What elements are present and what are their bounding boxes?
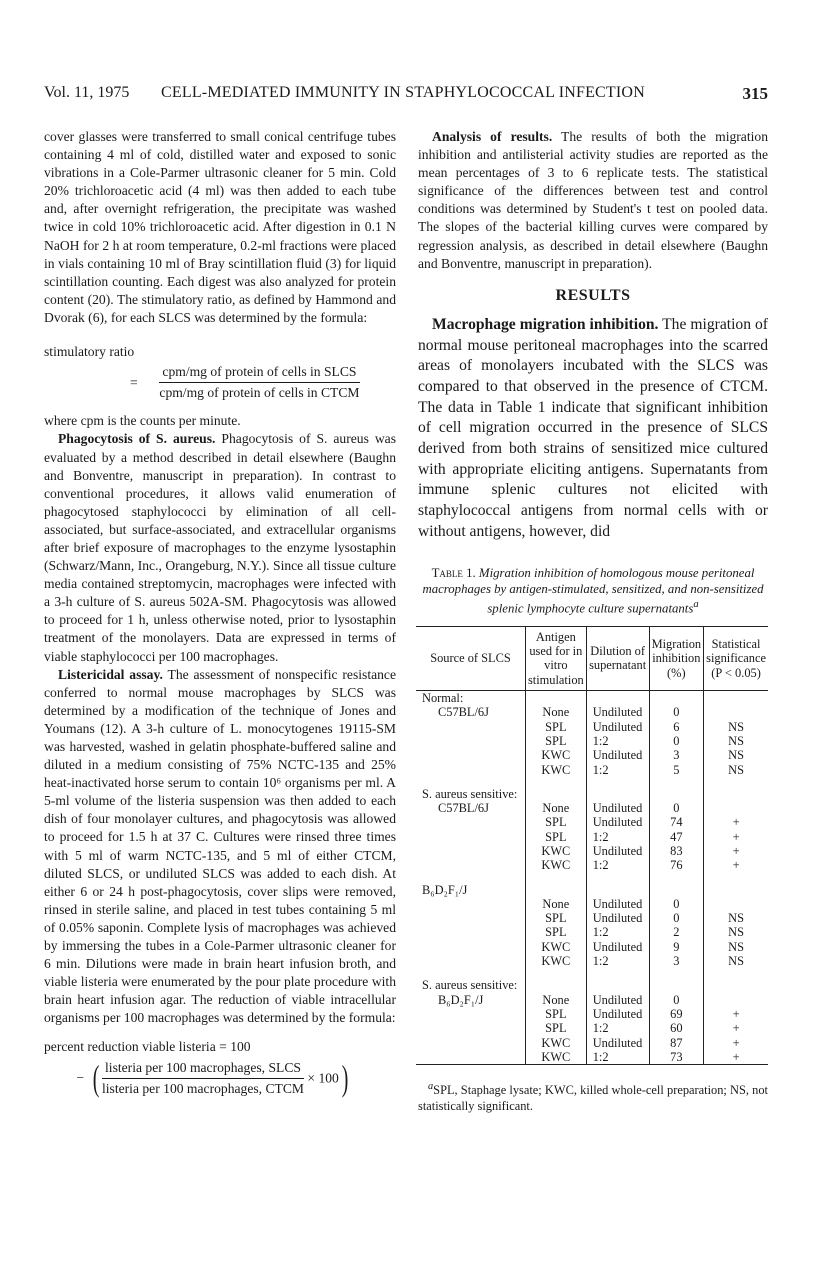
row-dilution: Undiluted	[586, 748, 649, 762]
right-column	[418, 128, 768, 1114]
table-cell	[586, 691, 649, 706]
table-spacer-cell	[586, 777, 649, 787]
cpm-definition: where cpm is the counts per minute.	[44, 413, 241, 429]
row-significance: +	[732, 1021, 740, 1036]
table-label: Table 1.	[431, 565, 476, 580]
table-group-header	[416, 691, 768, 706]
row-inhibition: 0	[649, 911, 704, 925]
analysis-text: The results of both the migration inhibition and antilisterial activity studies are reported as the mean percentages of 3 to 6 replicate tests. The statistical significance of the differences between test and control conditions was determined by Student's t test on pooled data. The slopes of the bacterial killing curves were compared by regression analysis, as described in detail elsewhere (Baughn and Bonventre, manuscript in preparation).	[418, 129, 768, 271]
row-strain	[416, 763, 525, 777]
table-cell	[525, 883, 586, 897]
listeria-denominator: listeria per 100 macrophages, CTCM	[102, 1080, 304, 1096]
row-antigen: None	[525, 705, 586, 719]
row-inhibition: 87	[649, 1036, 704, 1050]
row-dilution: Undiluted	[586, 1007, 649, 1021]
row-significance: NS	[728, 911, 744, 926]
row-inhibition: 2	[649, 925, 704, 939]
table-row	[416, 748, 768, 762]
row-inhibition: 0	[649, 705, 704, 719]
times-100: × 100	[307, 1070, 339, 1086]
listeria-fraction	[102, 1059, 304, 1098]
row-inhibition: 3	[649, 748, 704, 762]
table-spacer-cell	[525, 873, 586, 883]
table-cell	[704, 883, 768, 897]
row-antigen: KWC	[525, 940, 586, 954]
row-dilution: Undiluted	[586, 705, 649, 719]
table-row	[416, 911, 768, 925]
left-paren: (	[92, 1058, 100, 1099]
results-heading: RESULTS	[555, 286, 631, 304]
footnote-mark: a	[428, 1081, 434, 1093]
phagocytosis-heading: Phagocytosis of S. aureus.	[58, 431, 216, 447]
table-cell	[649, 787, 704, 801]
header-source: Source of SLCS	[416, 626, 525, 690]
listeria-numerator: listeria per 100 macrophages, SLCS	[102, 1059, 304, 1079]
row-inhibition: 3	[649, 954, 704, 968]
migration-paragraph	[418, 315, 768, 543]
table-row	[416, 940, 768, 954]
table-spacer-cell	[704, 873, 768, 883]
row-inhibition: 9	[649, 940, 704, 954]
row-dilution: Undiluted	[586, 897, 649, 911]
table-row	[416, 830, 768, 844]
table-header-row	[416, 626, 768, 690]
table-body	[416, 691, 768, 1065]
row-inhibition: 6	[649, 720, 704, 734]
running-title: CELL-MEDIATED IMMUNITY IN STAPHYLOCOCCAL INFECTION	[161, 84, 645, 101]
table-cell	[525, 691, 586, 706]
row-dilution: Undiluted	[586, 993, 649, 1007]
table-footnote	[418, 1079, 768, 1114]
analysis-heading: Analysis of results.	[432, 129, 553, 144]
table-spacer-cell	[649, 777, 704, 787]
row-dilution: Undiluted	[586, 844, 649, 858]
row-dilution: 1:2	[586, 1050, 649, 1065]
group-label: Normal:	[416, 691, 525, 706]
row-significance	[704, 897, 768, 911]
row-antigen: SPL	[525, 720, 586, 734]
row-significance: +	[732, 1006, 740, 1021]
row-antigen: SPL	[525, 1007, 586, 1021]
row-significance	[704, 801, 768, 815]
row-strain: C57BL/6J	[416, 705, 525, 719]
row-antigen: KWC	[525, 858, 586, 872]
row-antigen: SPL	[525, 734, 586, 748]
table-spacer-cell	[525, 777, 586, 787]
stimulatory-ratio-fraction	[159, 363, 359, 402]
row-strain	[416, 815, 525, 829]
table-row	[416, 844, 768, 858]
table-group-header	[416, 883, 768, 897]
row-strain	[416, 830, 525, 844]
header-significance: Statistical significance (P < 0.05)	[704, 626, 768, 690]
header-migration: Migration inhibition (%)	[649, 626, 704, 690]
row-antigen: KWC	[525, 1050, 586, 1065]
row-antigen: SPL	[525, 925, 586, 939]
table-cell	[649, 691, 704, 706]
row-antigen: KWC	[525, 1036, 586, 1050]
row-dilution: Undiluted	[586, 720, 649, 734]
row-significance: +	[732, 844, 740, 858]
row-strain	[416, 844, 525, 858]
table-spacer-cell	[586, 873, 649, 883]
row-strain	[416, 911, 525, 925]
row-inhibition: 60	[649, 1021, 704, 1035]
row-significance: +	[732, 1035, 740, 1050]
table-cell	[525, 787, 586, 801]
row-strain	[416, 734, 525, 748]
table-row	[416, 1036, 768, 1050]
row-significance: +	[732, 815, 740, 830]
group-label: S. aureus sensitive:	[416, 978, 525, 992]
table-row	[416, 1050, 768, 1065]
row-antigen: SPL	[525, 830, 586, 844]
row-dilution: 1:2	[586, 1021, 649, 1035]
row-antigen: KWC	[525, 844, 586, 858]
row-strain	[416, 954, 525, 968]
row-inhibition: 0	[649, 734, 704, 748]
row-antigen: None	[525, 897, 586, 911]
header-dilution: Dilution of supernatant	[586, 626, 649, 690]
row-significance	[704, 705, 768, 719]
formula-numerator: cpm/mg of protein of cells in SLCS	[159, 363, 359, 383]
table-spacer-cell	[416, 777, 525, 787]
table-row	[416, 801, 768, 815]
row-strain	[416, 897, 525, 911]
row-strain	[416, 1036, 525, 1050]
table-cell	[649, 883, 704, 897]
row-inhibition: 0	[649, 993, 704, 1007]
row-significance: NS	[728, 748, 744, 763]
phagocytosis-paragraph	[44, 430, 396, 665]
table-spacer-row	[416, 968, 768, 978]
row-dilution: Undiluted	[586, 940, 649, 954]
table-spacer-row	[416, 873, 768, 883]
table-cell	[649, 978, 704, 992]
table-cell	[586, 883, 649, 897]
row-dilution: 1:2	[586, 763, 649, 777]
row-significance: NS	[728, 719, 744, 734]
row-strain: C57BL/6J	[416, 801, 525, 815]
listericidal-paragraph	[44, 666, 396, 1028]
listeria-reduction-formula	[44, 1038, 396, 1098]
table-spacer-row	[416, 777, 768, 787]
row-strain	[416, 858, 525, 872]
row-dilution: 1:2	[586, 858, 649, 872]
row-strain	[416, 720, 525, 734]
row-inhibition: 76	[649, 858, 704, 872]
table-row	[416, 1021, 768, 1035]
formula-second-line	[44, 1059, 396, 1098]
table-row	[416, 720, 768, 734]
group-label: S. aureus sensitive:	[416, 787, 525, 801]
row-dilution: 1:2	[586, 830, 649, 844]
table-spacer-cell	[586, 968, 649, 978]
listericidal-text: The assessment of nonspecific resistance conferred to normal mouse macrophages by SLCS was determined by a modification of the technique of Jones and Youmans (12). A 3-h culture of L. monocytogenes 19115-SM was harvested, washed in gelatin phosphate-buffered saline and diluted in a medium consisting of 75% NCTC-135 and 25% heat-inactivated horse serum to contain 10⁶ organisms per ml. A 5-ml volume of the listeria suspension was then added to each dish of four monolayer cultures, and phagocytosis was allowed to proceed for 1.5 h at 37 C. Cultures were rinsed three times with 5 ml of warm NCTC-135, and 5 ml of either CTCM, diluted SLCS, or undiluted SLCS was added to each dish. At either 6 or 24 h post-phagocytosis, cover slips were removed, rinsed in sterile saline, and placed in test tubes containing 5 ml of 0.05% saponin. Complete lysis of macrophages was achieved by immersing the tubes in a Cole-Parmer ultrasonic cleaner for 6 min. Dilutions were made in brain heart infusion broth, and viable listeria were enumerated by the pour plate procedure with brain heart infusion agar. The reduction of viable intracellular organisms per 100 macrophages was determined by the formula:	[44, 666, 396, 1026]
left-column	[44, 128, 396, 1098]
row-antigen: KWC	[525, 763, 586, 777]
header-antigen: Antigen used for in vitro stimulation	[525, 626, 586, 690]
table-row	[416, 858, 768, 872]
footnote-text: SPL, Staphage lysate; KWC, killed whole-cell preparation; NS, not statistically significant.	[418, 1083, 768, 1113]
table-spacer-cell	[704, 777, 768, 787]
volume-label: Vol. 11, 1975	[44, 84, 130, 101]
table-group-header	[416, 787, 768, 801]
group-label: B₆D₂F₁/J	[416, 883, 525, 897]
page-number: 315	[742, 84, 768, 103]
row-inhibition: 69	[649, 1007, 704, 1021]
row-significance: NS	[728, 762, 744, 777]
minus-sign: −	[76, 1070, 84, 1086]
row-inhibition: 0	[649, 801, 704, 815]
row-inhibition: 73	[649, 1050, 704, 1065]
right-paren: )	[341, 1058, 349, 1099]
row-strain	[416, 925, 525, 939]
table-cell	[586, 978, 649, 992]
stimulatory-ratio-formula	[130, 363, 396, 402]
analysis-paragraph	[418, 128, 768, 273]
table-row	[416, 705, 768, 719]
table-caption	[418, 565, 768, 616]
table-cell	[704, 691, 768, 706]
stimulatory-ratio-label: stimulatory ratio	[44, 344, 135, 360]
migration-heading: Macrophage migration inhibition.	[432, 315, 659, 333]
formula-denominator: cpm/mg of protein of cells in CTCM	[159, 385, 360, 401]
phagocytosis-text: Phagocytosis of S. aureus was evaluated by a method described in detail elsewhere (Baughn and Bonventre, manuscript in preparation). In contrast to conventional procedures, it allows valid enumeration of phagocytosed staphylococci by elimination of all cell-associated, but surface-associated, and extracellular organisms after brief exposure of macrophages to the enzyme lysostaphin (Schwarz/Mann, Inc., Orangeburg, N.Y.). Since all tissue culture media contained streptomycin, macrophages were infected with a 3-h culture of S. aureus 502A-SM. Phagocytosis was allowed to proceed for 1 h, unless otherwise noted, prior to lysostaphin treatment of the monolayers. Data are expressed in terms of viable staphylococci per 100 macrophages.	[44, 431, 397, 664]
row-dilution: 1:2	[586, 954, 649, 968]
table-group-header	[416, 978, 768, 992]
table-spacer-cell	[416, 968, 525, 978]
row-significance: NS	[728, 925, 744, 940]
row-significance: +	[704, 1050, 768, 1065]
row-dilution: Undiluted	[586, 911, 649, 925]
row-significance: NS	[728, 939, 744, 954]
table-spacer-cell	[704, 968, 768, 978]
row-dilution: Undiluted	[586, 1036, 649, 1050]
row-strain	[416, 1007, 525, 1021]
row-antigen: None	[525, 993, 586, 1007]
table-row	[416, 815, 768, 829]
table-row	[416, 897, 768, 911]
row-significance	[704, 993, 768, 1007]
table-spacer-cell	[649, 968, 704, 978]
row-antigen: None	[525, 801, 586, 815]
row-significance: NS	[728, 954, 744, 969]
running-header	[44, 84, 768, 108]
table-caption-text: Migration inhibition of homologous mouse peritoneal macrophages by antigen-stimulated, sensitized, and non-sensitized splenic lymphocyte culture supernatants	[422, 565, 764, 615]
migration-text: The migration of normal mouse peritoneal macrophages into the scarred areas of monolayers incubated with the SLCS was compared to that observed in the presence of CTCM. The data in Table 1 indicate that significant inhibition of cell migration occurred in the presence of SLCS derived from both strains of sensitized mice cultured with appropriate eliciting antigens. Supernatants from immune splenic cultures not elicited with staphylococcal antigens from normal cells with or without antigens, however, did	[418, 315, 768, 540]
table-row	[416, 734, 768, 748]
row-antigen: SPL	[525, 1021, 586, 1035]
row-strain	[416, 940, 525, 954]
table-row	[416, 925, 768, 939]
row-inhibition: 47	[649, 830, 704, 844]
row-significance: NS	[728, 733, 744, 748]
methods-paragraph-continued: cover glasses were transferred to small conical centrifuge tubes containing 4 ml of cold, distilled water and exposed to sonic vibrations in a Cole-Parmer ultrasonic cleaner for 5 min. Cold 20% trichloroacetic acid (4 ml) was then added to each tube and, after overnight refrigeration, the precipitate was washed twice in cold 10% trichloroacetic acid. After digestion in 0.1 N NaOH for 2 h at room temperature, 0.2-ml fractions were placed in vials containing 10 ml of Bray scintillation fluid (3) for liquid scintillation counting. Each digest was also analyzed for protein content (20). The stimulatory ratio, as defined by Hammond and Dvorak (6), for each SLCS was determined by the formula:	[44, 129, 396, 325]
formula-first-line: percent reduction viable listeria = 100	[44, 1038, 251, 1054]
table-cell	[525, 978, 586, 992]
row-antigen: SPL	[525, 911, 586, 925]
row-inhibition: 5	[649, 763, 704, 777]
row-antigen: KWC	[525, 748, 586, 762]
table-row	[416, 954, 768, 968]
row-dilution: 1:2	[586, 925, 649, 939]
row-significance: +	[732, 829, 740, 844]
row-strain: B₆D₂F₁/J	[416, 993, 525, 1007]
row-dilution: Undiluted	[586, 801, 649, 815]
table-spacer-cell	[525, 968, 586, 978]
caption-footnote-mark: a	[693, 598, 699, 610]
listericidal-heading: Listericidal assay.	[58, 666, 163, 682]
row-antigen: KWC	[525, 954, 586, 968]
row-strain	[416, 1050, 525, 1065]
row-strain	[416, 1021, 525, 1035]
table-cell	[704, 787, 768, 801]
table-spacer-cell	[649, 873, 704, 883]
equals-sign: =	[130, 374, 138, 390]
table-cell	[586, 787, 649, 801]
row-inhibition: 74	[649, 815, 704, 829]
table-spacer-cell	[416, 873, 525, 883]
table-row	[416, 763, 768, 777]
table-cell	[704, 978, 768, 992]
table-row	[416, 1007, 768, 1021]
row-significance: +	[732, 858, 740, 873]
row-dilution: Undiluted	[586, 815, 649, 829]
row-antigen: SPL	[525, 815, 586, 829]
row-inhibition: 83	[649, 844, 704, 858]
table-row	[416, 993, 768, 1007]
row-strain	[416, 748, 525, 762]
row-dilution: 1:2	[586, 734, 649, 748]
row-inhibition: 0	[649, 897, 704, 911]
table-1	[416, 626, 768, 1065]
